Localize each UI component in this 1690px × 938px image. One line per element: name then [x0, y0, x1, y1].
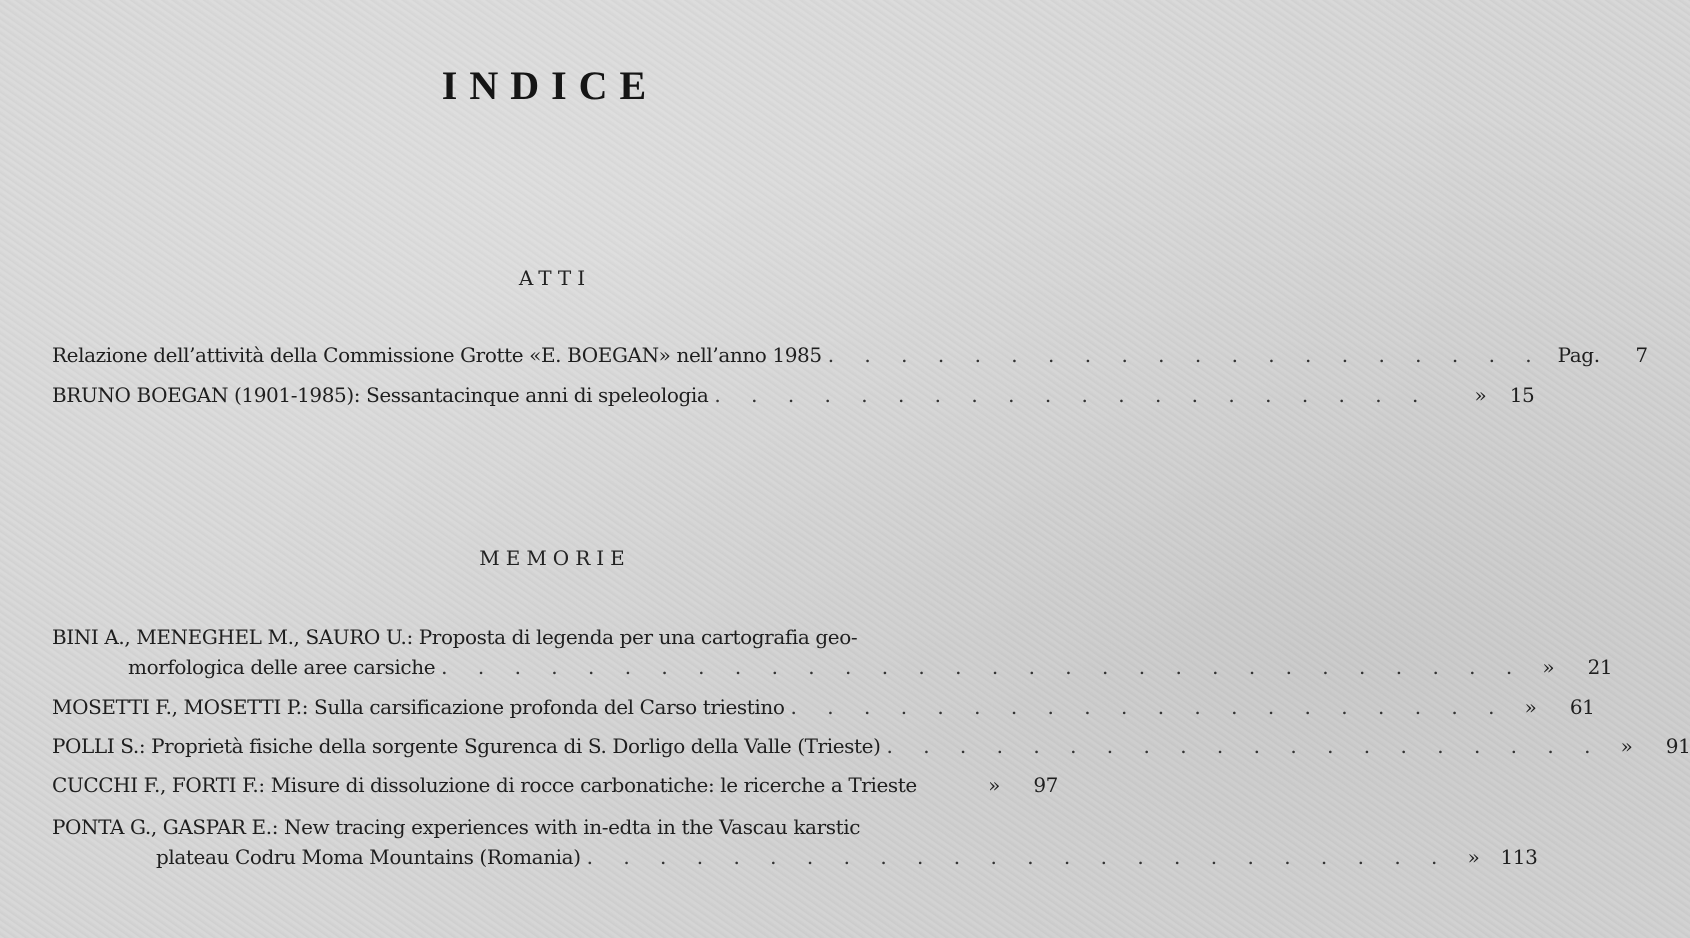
leader-dots: . . . . . . . . . . . . . . . . . . . . — [790, 695, 1507, 719]
page-number: 97 — [1033, 773, 1058, 797]
toc-entry — [52, 340, 1648, 370]
entry-text: MOSETTI F., MOSETTI P.: Sulla carsificazione profonda del Carso triestino — [52, 695, 785, 719]
section-heading-atti: ATTI — [518, 266, 592, 290]
leader-dots: . . . . . . . . . . . . . . . . . . . . — [886, 734, 1603, 758]
page-ref-label: » — [1620, 734, 1633, 758]
toc-entry — [52, 692, 1595, 722]
page-ref-label: » — [1524, 695, 1537, 719]
entry-text: Relazione dell’attività della Commissione Grotte «E. BOEGAN» nell’anno 1985 — [52, 343, 822, 367]
entry-text: PONTA G., GASPAR E.: New tracing experiences with in-edta in the Vascau karstic — [52, 815, 861, 839]
section-heading-memorie: MEMORIE — [479, 546, 631, 570]
entry-text: CUCCHI F., FORTI F.: Misure di dissoluzione di rocce carbonatiche: le ricerche a Trieste — [52, 773, 917, 797]
leader-dots: . . . . . . . . . . . . . . . . . . . . — [714, 383, 1431, 407]
page-number: 91 — [1665, 734, 1690, 758]
toc-entry — [52, 770, 1058, 800]
page-ref-label: » — [1467, 845, 1480, 869]
toc-entry — [52, 731, 1690, 761]
leader-dots: . . . . . . . . . . . . . . . . . . . . . . . . — [586, 845, 1450, 869]
leader-dots: . . . . . . . . . . . . . . . . . . . . — [827, 343, 1544, 367]
toc-entry — [52, 812, 1538, 872]
page-ref-label: » — [1542, 655, 1555, 679]
page-number: 113 — [1500, 845, 1538, 869]
toc-entry — [52, 622, 1613, 682]
entry-text-continued: morfologica delle aree carsiche — [128, 655, 436, 679]
leader-dots: . . . . . . . . . . . . . . . . . . . . . . . . . . . . . . — [441, 655, 1525, 679]
page-ref-label: » — [988, 773, 1000, 797]
toc-entry — [52, 380, 1535, 410]
entry-text: POLLI S.: Proprietà fisiche della sorgente Sgurenca di S. Dorligo della Valle (Trieste) — [52, 734, 881, 758]
page-title: INDICE — [441, 63, 659, 108]
page-ref-label: » — [1474, 383, 1487, 407]
page-number: 15 — [1509, 383, 1535, 407]
page-number: 7 — [1635, 343, 1648, 367]
page-number: 21 — [1587, 655, 1613, 679]
page-number: 61 — [1569, 695, 1595, 719]
entry-text: BINI A., MENEGHEL M., SAURO U.: Proposta di legenda per una cartografia geo- — [52, 625, 858, 649]
page-ref-label: Pag. — [1557, 343, 1600, 367]
entry-text: BRUNO BOEGAN (1901-1985): Sessantacinque anni di speleologia — [52, 383, 709, 407]
entry-text-continued: plateau Codru Moma Mountains (Romania) — [156, 845, 581, 869]
